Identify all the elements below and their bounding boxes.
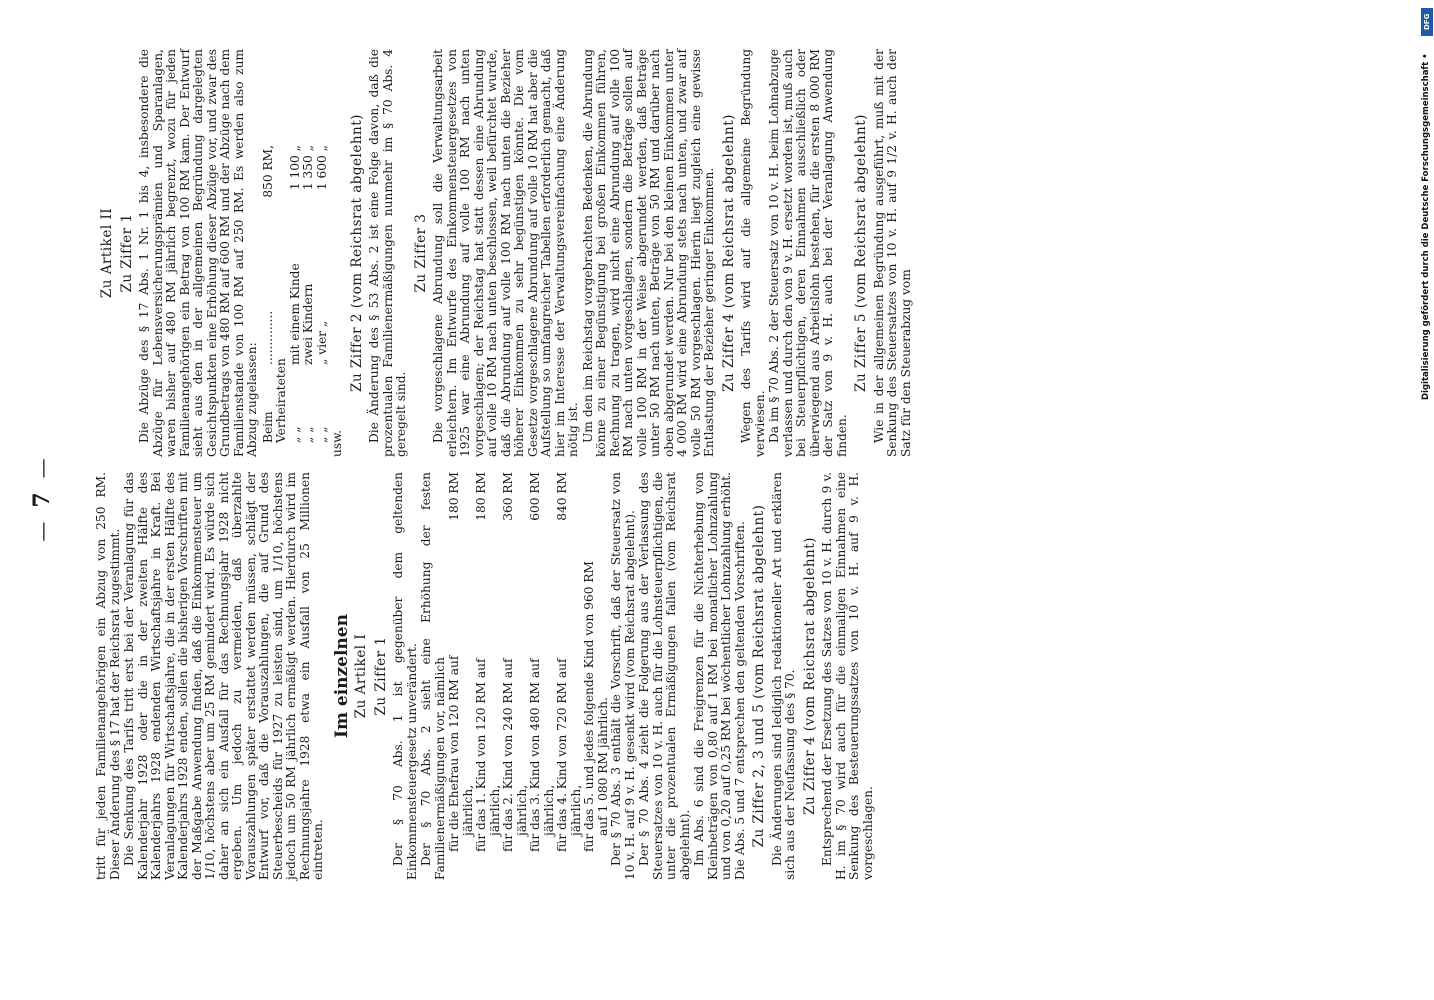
list-item: jährlich,	[541, 784, 556, 836]
subsection-heading: Zu Ziffer 1	[372, 636, 389, 716]
dfg-logo: DFG	[1421, 8, 1433, 36]
list-item: auf 1 080 RM jährlich.	[595, 697, 610, 836]
paragraph: Die vorgeschlagene Abrundung soll die Verwaltungsarbeit erleichtern. Im Entwurfe des Einkommensteuergesetzes von 1925 war eine Abrundung auf volle 100 RM nach unten vorgeschlagen; der Reichstag hat statt dessen eine Abrundung auf volle 10 RM nach unten beschlossen, weil befürchtet wurde, daß die Abrundung auf volle 100 RM nach unten die Bezieher höherer Einkommen zu sehr begünstigen könnte. Die vom Gesetze vorgeschlagene Abrundung auf volle 10 RM hat aber die Aufstellung so umfangreicher Tabellen erforderlich gemacht, daß hier im Interesse der Verwaltungsvereinfachung eine Änderung nötig ist.	[431, 49, 580, 457]
paragraph: tritt für jeden Familienangehörigen ein Abzug von 250 RM. Dieser Änderung des § 17 hat der Reichsrat zugestimmt.	[94, 472, 122, 880]
list-item: jährlich,	[514, 784, 529, 836]
paragraph: Die Änderung des § 53 Abs. 2 ist eine Folge davon, daß die prozentualen Familienermäßigungen nunmehr im § 70 Abs. 4 geregelt sind.	[367, 49, 408, 457]
article-heading: Zu Artikel I	[353, 633, 369, 719]
table-row: „ „ mit einem Kinde 1 100 „	[287, 145, 302, 443]
paragraph: Die Senkung des Tarifs tritt erst bei der Veranlagung für das Kalenderjahr 1928 oder die in der zweiten Hälfte des Kalenderjahrs 1928 endenden Wirtschaftsjahre in Kraft. Bei Veranlagungen für Wirtschaftsjahre, die in der ersten Hälfte des Kalenderjahrs 1928 enden, sollen die bisherigen Vorschriften mit der Maßgabe Anwendung finden, daß die Einkommensteuer um 1/10, höchstens aber um 25 RM gemindert wird. Es würde sich daher an sich ein Ausfall für das Rechnungsjahr 1928 nicht ergeben. Um jedoch zu vermeiden, daß überzahlte Vorauszahlungen später erstattet werden müssen, schlägt der Entwurf vor, daß die Vorauszahlungen, die auf Grund des Steuerbescheids für 1927 zu leisten sind, um 1/10, höchstens jedoch um 50 RM jährlich ermäßigt werden. Hierdurch wird im Rechnungsjahre 1928 etwa ein Ausfall von 25 Millionen eintreten.	[122, 472, 325, 880]
digitization-notice: Digitalisierung gefördert durch die Deutsche Forschungsgemeinschaft •	[1421, 53, 1431, 400]
article-heading: Zu Artikel II	[99, 207, 115, 299]
list-item: für das 2. Kind von 240 RM auf 360 RM	[501, 472, 515, 852]
paragraph: Die Änderungen sind lediglich redaktioneller Art und erklären sich aus der Neufassung des § 70.	[769, 472, 797, 880]
subsection-heading: Zu Ziffer 4 (vom Reichsrat abgelehnt)	[801, 537, 818, 815]
subsection-heading: Zu Ziffer 2, 3 und 5 (vom Reichsrat abgelehnt)	[751, 504, 767, 848]
page-number: 7	[29, 492, 55, 508]
paragraph: Der § 70 Abs. 2 sieht eine Erhöhung der festen Familienermäßigungen vor, nämlich	[419, 472, 447, 880]
list-item: für das 4. Kind von 720 RM auf 840 RM	[555, 472, 569, 852]
header-dash-right: —	[30, 458, 54, 479]
table-row: „ „ zwei Kindern 1 350 „	[301, 145, 315, 443]
paragraph: usw.	[330, 430, 344, 457]
deduction-table	[262, 49, 330, 443]
list-item: für die Ehefrau von 120 RM auf 180 RM	[447, 472, 461, 852]
list-item: jährlich,	[487, 784, 502, 836]
paragraph: Im Abs. 6 sind die Freigrenzen für die Nichterhebung von Kleinbeträgen von 0,80 auf 1 RM bei monatlicher Lohnzahlung und von 0,20 auf 0,25 RM bei wöchentlicher Lohnzahlung erhöht. Die Abs. 5 und 7 entsprechen den geltenden Vorschriften.	[692, 472, 747, 880]
paragraph: Wie in der allgemeinen Begründung ausgeführt, muß mit der Senkung des Steuersatzes von 10 v. H. auf 9 1/2 v. H. auch der Satz für den Steuerabzug vom	[871, 49, 913, 457]
table-row: „ „ „ vier „ 1 600 „	[314, 145, 329, 443]
page-header	[30, 0, 54, 1000]
paragraph: Der § 70 Abs. 3 enthält die Vorschrift, daß der Steuersatz von 10 v. H. auf 9 v. H. gesenkt wird (vom Reichsrat abgelehnt).	[609, 472, 637, 880]
paragraph: Wegen des Tarifs wird auf die allgemeine Begründung verwiesen.	[739, 49, 767, 457]
paragraph: Entsprechend der Ersetzung des Satzes von 10 v. H. durch 9 v. H. im § 70 wird auch für die einmaligen Einnahmen eine Senkung des Besteuerungssatzes von 10 v. H. auf 9 v. H. vorgeschlagen.	[820, 472, 875, 880]
paragraph: Die Abzüge des § 17 Abs. 1 Nr. 1 bis 4, insbesondere die Abzüge für Lebensversicherungsprämien und Sparanlagen, waren bisher auf 480 RM jährlich begrenzt, wozu für jeden Familienangehörigen ein Betrag von 100 RM kam. Der Entwurf sieht aus den in der allgemeinen Begründung dargelegten Gesichtspunkten eine Erhöhung dieser Abzüge vor, und zwar des Grundbetrags von 480 RM auf 600 RM und der Abzüge nach dem Familienstande von 100 RM auf 250 RM. Es werden also zum Abzug zugelassen:	[137, 49, 259, 457]
list-item: jährlich,	[460, 784, 475, 836]
allowance-list	[448, 472, 610, 880]
paragraph: Um den im Reichstag vorgebrachten Bedenken, die Abrundung könne zu einer Begünstigung bei großen Einkommen führen, Rechnung zu tragen, wird nicht eine Abrundung auf volle 100 RM nach unten vorgeschlagen, sondern die Beträge sollen auf volle 100 RM in der Weise abgerundet werden, daß Beträge unter 50 RM nach unten, Beträge von 50 RM und darüber nach oben abgerundet werden. Nur bei den kleinen Einkommen unter 4 000 RM wird eine Abrundung stets nach unten, und zwar auf volle 50 RM vorgeschlagen. Hierin liegt zugleich eine gewisse Entlastung der Bezieher geringer Einkommen.	[580, 49, 716, 457]
list-item: für das 5. und jedes folgende Kind von 960 RM	[582, 560, 596, 852]
subsection-heading: Zu Ziffer 4 (vom Reichsrat abgelehnt)	[720, 114, 737, 392]
paragraph: Der § 70 Abs. 1 ist gegenüber dem geltenden Einkommensteuergesetz unverändert.	[391, 472, 419, 880]
paragraph: Da im § 70 Abs. 2 der Steuersatz von 10 v. H. beim Lohnabzuge verlassen und durch den von 9 v. H. ersetzt worden ist, muß auch bei Steuerpflichtigen, deren Einnahmen ausschließlich oder überwiegend aus Arbeitslohn bestehen, für die ersten 8 000 RM der Satz von 9 v. H. auch bei der Veranlagung Anwendung finden.	[767, 49, 849, 457]
left-column	[95, 472, 876, 880]
list-item: für das 1. Kind von 120 RM auf 180 RM	[474, 472, 488, 852]
subsection-heading: Zu Ziffer 2 (vom Reichsrat abgelehnt)	[348, 114, 365, 392]
right-column	[95, 49, 914, 457]
subsection-heading: Zu Ziffer 5 (vom Reichsrat abgelehnt)	[853, 114, 869, 392]
paragraph: Der § 70 Abs. 4 zieht die Folgerung aus der Verlassung des Steuersatzes von 10 v. H. auch für die Lohnsteuerpflichtigen, die unter die prozentualen Ermäßigungen fallen (vom Reichsrat abgelehnt).	[637, 472, 692, 880]
header-dash-left: —	[30, 521, 54, 542]
section-heading: Im einzelnen	[331, 614, 352, 738]
subsection-heading: Zu Ziffer 3	[412, 213, 429, 293]
list-item: jährlich,	[568, 784, 583, 836]
table-row: Beim Verheirateten .............. 850 RM,	[260, 145, 288, 443]
subsection-heading: Zu Ziffer 1	[118, 213, 135, 293]
list-item: für das 3. Kind von 480 RM auf 600 RM	[528, 472, 542, 852]
